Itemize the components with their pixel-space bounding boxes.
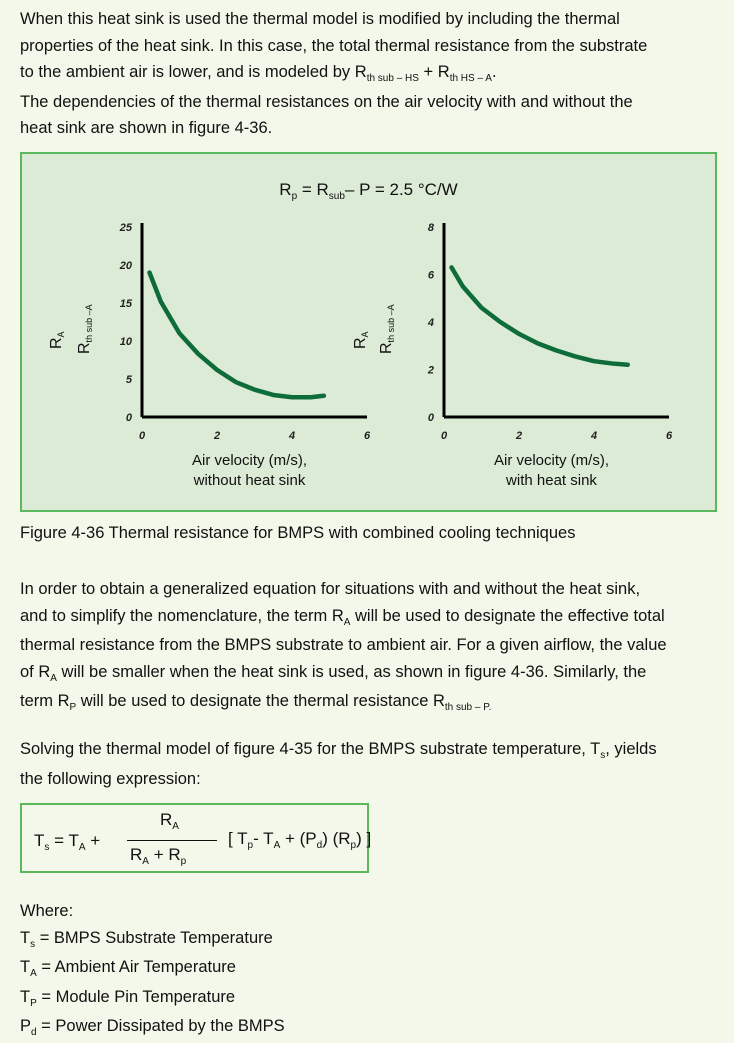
where-subscript: s: [30, 938, 36, 950]
eq-subscript: A: [142, 856, 149, 867]
x-tick-label: 4: [288, 430, 296, 442]
eq-text: + (P: [284, 829, 317, 848]
para2-subscript: P: [69, 702, 77, 713]
equation-numerator: [160, 810, 179, 830]
where-text: = Ambient Air Temperature: [41, 958, 236, 976]
equation-lhs: [34, 831, 100, 851]
eq-subscript: A: [78, 842, 86, 853]
where-item: [20, 925, 285, 955]
y-tick-label: 4: [427, 317, 434, 329]
eq-text: = T: [54, 831, 79, 850]
intro-subscript: th sub – HS: [366, 73, 419, 84]
series-line: [150, 273, 324, 398]
figure-panel: [20, 152, 717, 512]
para2-subscript: th sub – P.: [444, 702, 492, 713]
intro-line-1: When this heat sink is used the thermal model is modified by including the thermal: [20, 10, 620, 28]
y-tick-label: 2: [427, 364, 434, 377]
where-text: = Module Pin Temperature: [41, 987, 236, 1006]
x-axis-label: Air velocity (m/s),: [191, 452, 308, 469]
y-tick-label: 25: [119, 222, 132, 234]
intro-paragraph: [20, 6, 720, 142]
eq-text: +: [90, 831, 101, 850]
where-section: [20, 898, 285, 1043]
y-tick-label: 20: [119, 260, 132, 272]
para3-text: Solving the thermal model of figure 4-35 for the BMPS substrate temperature, T: [20, 740, 601, 758]
where-symbol: T: [20, 987, 31, 1006]
y-tick-label: 0: [125, 412, 132, 424]
para3-line-2: the following expression:: [20, 769, 201, 788]
x-axis-label: with heat sink: [506, 472, 597, 489]
ylabel-text: R: [76, 342, 93, 354]
para2-text: will be used to designate the thermal resistance R: [76, 692, 445, 710]
ylabel-subscript: A: [360, 331, 370, 338]
para2-text: term R: [20, 692, 70, 710]
y-tick-label: 0: [427, 412, 434, 424]
where-text: = BMPS Substrate Temperature: [39, 928, 273, 947]
x-axis-label: without heat sink: [193, 472, 306, 489]
eq-text: ) ]: [356, 829, 372, 848]
para3-subscript: s: [600, 750, 606, 761]
equation-denominator: [130, 845, 186, 865]
intro-subscript: th HS – A: [449, 73, 492, 84]
figure-caption: Figure 4-36 Thermal resistance for BMPS with combined cooling techniques: [20, 524, 576, 542]
intro-line-5: heat sink are shown in figure 4-36.: [20, 119, 273, 137]
para2-line-1: In order to obtain a generalized equation for situations with and without the heat sink,: [20, 580, 641, 598]
y-tick-label: 6: [427, 269, 434, 282]
eq-subscript: A: [172, 821, 179, 832]
chart-without-heat-sink: [92, 214, 382, 504]
ylabel-subscript: th sub –A: [84, 304, 94, 343]
paragraph-2: [20, 576, 720, 718]
para2-subscript: A: [343, 616, 351, 628]
para2-line-3: thermal resistance from the BMPS substrate to ambient air. For a given airflow, the value: [20, 636, 667, 654]
eq-text: ) (R: [322, 829, 351, 848]
intro-line-3-text: .: [491, 63, 497, 81]
para3-line-1: [20, 736, 720, 766]
intro-line-3-text: to the ambient air is lower, and is modeled by R: [20, 63, 367, 81]
equation-box: [20, 803, 372, 873]
paragraph-3: [20, 736, 720, 792]
x-tick-label: 4: [590, 430, 598, 442]
eq-text: T: [34, 831, 45, 850]
intro-line-3: [20, 59, 720, 89]
y-tick-label: 8: [427, 222, 434, 234]
figure-title-subscript: p: [291, 191, 298, 202]
y-tick-label: 5: [125, 374, 132, 386]
x-tick-label: 0: [138, 430, 146, 442]
x-tick-label: 2: [213, 430, 221, 442]
x-tick-label: 0: [440, 430, 448, 442]
y-tick-label: 15: [119, 298, 132, 310]
where-text: = Power Dissipated by the BMPS: [41, 1017, 285, 1035]
figure-title-text: R: [279, 180, 292, 199]
eq-subscript: p: [180, 856, 187, 867]
eq-subscript: s: [44, 842, 50, 853]
chart-with-heat-sink: [394, 214, 684, 504]
x-tick-label: 6: [363, 430, 371, 442]
figure-title: [22, 180, 715, 200]
chart-1-ylabel-ra: [48, 331, 66, 349]
ylabel-text: R: [48, 337, 65, 349]
para2-line-4: [20, 659, 720, 689]
intro-line-3-text: + R: [418, 63, 450, 81]
x-tick-label: 6: [665, 430, 673, 442]
where-item: [20, 954, 285, 984]
para2-text: will be smaller when the heat sink is used, as shown in figure 4-36. Similarly, the: [56, 662, 647, 681]
para2-text: will be used to designate the effective total: [350, 606, 665, 625]
where-heading: Where:: [20, 902, 74, 920]
equation-bracket-term: [228, 829, 371, 849]
ylabel-subscript: th sub –A: [386, 304, 396, 343]
where-symbol: T: [20, 928, 31, 947]
where-item: [20, 984, 285, 1014]
ylabel-text: R: [352, 337, 369, 349]
figure-title-text: = R: [297, 180, 329, 199]
intro-line-2: properties of the heat sink. In this case, the total thermal resistance from the substrate: [20, 36, 648, 55]
figure-title-text: – P = 2.5 °C/W: [344, 180, 458, 199]
eq-text: R: [160, 810, 173, 829]
para3-text: , yields: [605, 740, 657, 758]
eq-text: - T: [253, 829, 274, 848]
eq-subscript: p: [247, 840, 254, 851]
eq-subscript: A: [273, 840, 281, 851]
where-subscript: P: [30, 997, 37, 1009]
figure-title-subscript: sub: [328, 191, 345, 202]
eq-text: R: [130, 845, 143, 864]
para2-text: of R: [20, 662, 51, 681]
where-item: [20, 1013, 285, 1043]
eq-text: + R: [153, 845, 181, 864]
para2-line-2: [20, 603, 720, 633]
y-tick-label: 10: [119, 336, 132, 348]
where-symbol: P: [20, 1017, 32, 1035]
ylabel-text: R: [378, 342, 395, 354]
para2-subscript: A: [50, 672, 57, 684]
x-axis-label: Air velocity (m/s),: [493, 452, 610, 469]
intro-line-4: The dependencies of the thermal resistances on the air velocity with and without the: [20, 92, 633, 111]
where-subscript: d: [31, 1027, 37, 1038]
series-line: [452, 267, 628, 364]
eq-text: [ T: [228, 829, 248, 848]
x-tick-label: 2: [515, 430, 523, 442]
where-symbol: T: [20, 958, 31, 976]
fraction-bar: [127, 840, 217, 841]
para2-line-5: [20, 688, 720, 718]
eq-subscript: d: [316, 840, 323, 851]
ylabel-subscript: A: [56, 331, 66, 338]
where-subscript: A: [30, 968, 37, 979]
eq-subscript: p: [350, 840, 357, 851]
para2-text: and to simplify the nomenclature, the term R: [20, 606, 344, 625]
